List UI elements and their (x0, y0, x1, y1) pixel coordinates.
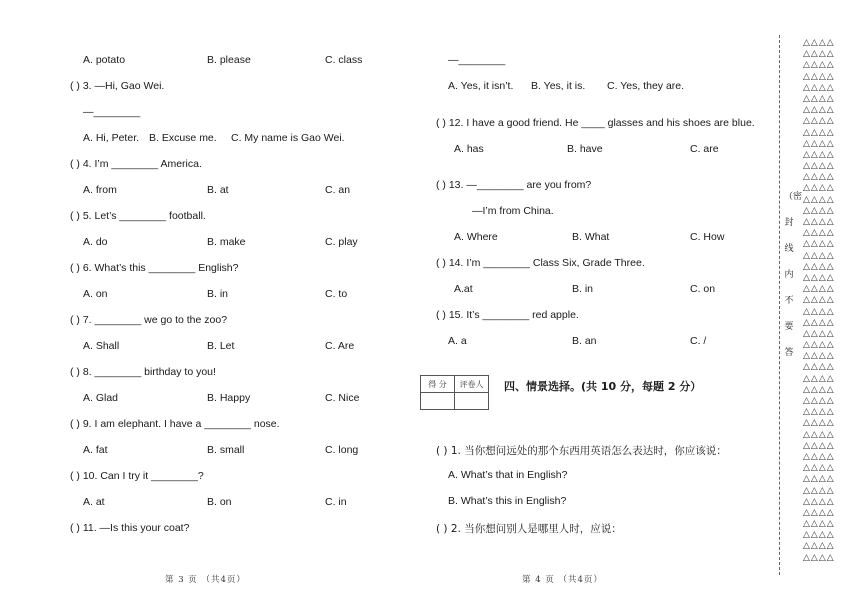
triangle-row: △△△△ (803, 228, 835, 239)
triangle-row: △△△△ (803, 38, 835, 48)
triangle-row: △△△△ (803, 530, 835, 541)
q5-option-c: C. play (325, 236, 358, 248)
triangle-row: △△△△ (803, 351, 835, 362)
triangle-row: △△△△ (803, 451, 835, 462)
triangle-row: △△△△ (803, 284, 835, 295)
seal-dashed-line (779, 35, 780, 575)
q6-option-c: C. to (325, 288, 348, 300)
triangle-row: △△△△ (803, 138, 835, 149)
triangle-row: △△△△ (803, 105, 835, 116)
s1-option-b: B. What’s this in English? (448, 495, 567, 507)
q10-option-a: A. at (83, 496, 105, 508)
triangle-row: △△△△ (803, 205, 835, 216)
q12-option-a: A. has (454, 143, 484, 155)
question-6: ( ) 6. What’s this ________ English? (70, 262, 239, 274)
triangle-row: △△△△ (803, 172, 835, 183)
question-8: ( ) 8. ________ birthday to you! (70, 366, 216, 378)
triangle-row: △△△△ (803, 149, 835, 160)
triangle-row: △△△△ (803, 49, 835, 60)
score-cell[interactable] (421, 393, 455, 410)
page-footer-left: 第 3 页 （共4页） (165, 575, 246, 585)
triangle-row: △△△△ (803, 250, 835, 261)
q3-option-a: A. Hi, Peter. (83, 132, 140, 144)
triangle-row: △△△△ (803, 93, 835, 104)
page-footer-right: 第 4 页 （共4页） (522, 575, 603, 585)
triangle-row: △△△△ (803, 340, 835, 351)
triangle-row: △△△△ (803, 261, 835, 272)
q10-option-c: C. in (325, 496, 347, 508)
q6-option-b: B. in (207, 288, 229, 300)
triangle-row: △△△△ (803, 440, 835, 451)
q13-option-c: C. How (690, 231, 725, 243)
triangle-row: △△△△ (803, 362, 835, 373)
question-9: ( ) 9. I am elephant. I have a ________ nose. (70, 418, 280, 430)
question-12: ( ) 12. I have a good friend. He ____ glasses and his shoes are blue. (436, 117, 755, 129)
q15-option-b: B. an (572, 335, 597, 347)
q3-answer-line: —________ (83, 106, 141, 118)
q8-option-c: C. Nice (325, 392, 360, 404)
q15-option-c: C. / (690, 335, 707, 347)
q3-option-b: B. Excuse me. (149, 132, 217, 144)
q14-option-b: B. in (572, 283, 594, 295)
q13-reply: —I’m from China. (472, 205, 554, 217)
score-label: 得 分 (421, 376, 455, 393)
q6-option-a: A. on (83, 288, 108, 300)
question-7: ( ) 7. ________ we go to the zoo? (70, 314, 228, 326)
triangle-row: △△△△ (803, 161, 835, 172)
triangle-row: △△△△ (803, 272, 835, 283)
triangle-row: △△△△ (803, 552, 835, 563)
situation-question-2: ( ) 2. 当你想问别人是哪里人时，应说： (436, 523, 622, 535)
q14-option-a: A.at (454, 283, 473, 295)
q4-option-c: C. an (325, 184, 351, 196)
question-15: ( ) 15. It’s ________ red apple. (436, 309, 579, 321)
q5-option-a: A. do (83, 236, 108, 248)
grader-cell[interactable] (455, 393, 489, 410)
q12-option-b: B. have (567, 143, 603, 155)
q15-option-a: A. a (448, 335, 467, 347)
q4-option-a: A. from (83, 184, 117, 196)
triangle-row: △△△△ (803, 183, 835, 194)
q12-option-c: C. are (690, 143, 719, 155)
triangle-row: △△△△ (803, 396, 835, 406)
q8-option-a: A. Glad (83, 392, 119, 404)
q9-option-b: B. small (207, 444, 245, 456)
triangle-row: △△△△ (803, 60, 835, 71)
seal-char: 内 (784, 270, 794, 280)
triangle-row: △△△△ (803, 429, 835, 440)
q11-option-b: B. Yes, it is. (531, 80, 586, 92)
q13-option-a: A. Where (454, 231, 498, 243)
q7-option-b: B. Let (207, 340, 235, 352)
q9-option-c: C. long (325, 444, 359, 456)
grader-label: 评卷人 (455, 376, 489, 393)
triangle-row: △△△△ (803, 116, 835, 127)
triangle-row: △△△△ (803, 127, 835, 138)
q8-option-b: B. Happy (207, 392, 251, 404)
q11-option-c: C. Yes, they are. (607, 80, 685, 92)
seal-char: 线 (784, 244, 794, 254)
question-4: ( ) 4. I’m ________ America. (70, 158, 202, 170)
triangle-row: △△△△ (803, 418, 835, 429)
triangle-row: △△△△ (803, 194, 835, 205)
q2-option-a: A. potato (83, 54, 126, 66)
q10-option-b: B. on (207, 496, 232, 508)
q9-option-a: A. fat (83, 444, 108, 456)
question-13: ( ) 13. —________ are you from? (436, 179, 592, 191)
question-14: ( ) 14. I’m ________ Class Six, Grade Three. (436, 257, 645, 269)
seal-line-notice (784, 192, 803, 374)
triangle-row: △△△△ (803, 317, 835, 328)
triangle-row: △△△△ (803, 519, 835, 530)
seal-char: 封 (784, 218, 794, 228)
score-table (420, 375, 489, 410)
q11-option-a: A. Yes, it isn’t. (448, 80, 514, 92)
triangle-row: △△△△ (803, 496, 835, 507)
seal-char: 答 (784, 348, 794, 358)
question-11: ( ) 11. —Is this your coat? (70, 522, 190, 534)
seal-char: 要 (784, 322, 794, 332)
q13-option-b: B. What (572, 231, 610, 243)
s1-option-a: A. What’s that in English? (448, 469, 568, 481)
triangle-row: △△△△ (803, 541, 835, 552)
triangle-row: △△△△ (803, 507, 835, 518)
q11-answer-line: —________ (448, 54, 506, 66)
triangle-row: △△△△ (803, 71, 835, 82)
triangle-row: △△△△ (803, 306, 835, 317)
triangle-row: △△△△ (803, 239, 835, 250)
triangle-row: △△△△ (803, 407, 835, 418)
situation-question-1: ( ) 1. 当你想问远处的那个东西用英语怎么表达时，你应该说： (436, 445, 727, 457)
triangle-row: △△△△ (803, 485, 835, 496)
triangle-row: △△△△ (803, 217, 835, 227)
q2-option-c: C. class (325, 54, 363, 66)
triangle-row: △△△△ (803, 82, 835, 93)
triangle-row: △△△△ (803, 328, 835, 339)
triangle-row: △△△△ (803, 295, 835, 306)
seal-char: 不 (784, 296, 794, 306)
seal-char: （密 (784, 192, 803, 202)
question-3: ( ) 3. —Hi, Gao Wei. (70, 80, 165, 92)
question-5: ( ) 5. Let’s ________ football. (70, 210, 206, 222)
triangle-row: △△△△ (803, 373, 835, 384)
triangle-row: △△△△ (803, 463, 835, 474)
question-10: ( ) 10. Can I try it ________? (70, 470, 204, 482)
triangle-row: △△△△ (803, 474, 835, 485)
q14-option-c: C. on (690, 283, 716, 295)
section-4-title: 四、情景选择。(共 10 分，每题 2 分） (504, 380, 702, 393)
q5-option-b: B. make (207, 236, 246, 248)
q3-option-c: C. My name is Gao Wei. (231, 132, 345, 144)
q2-option-b: B. please (207, 54, 251, 66)
q4-option-b: B. at (207, 184, 229, 196)
q7-option-c: C. Are (325, 340, 355, 352)
triangle-border-pattern (803, 38, 853, 564)
triangle-row: △△△△ (803, 384, 835, 395)
q7-option-a: A. Shall (83, 340, 120, 352)
